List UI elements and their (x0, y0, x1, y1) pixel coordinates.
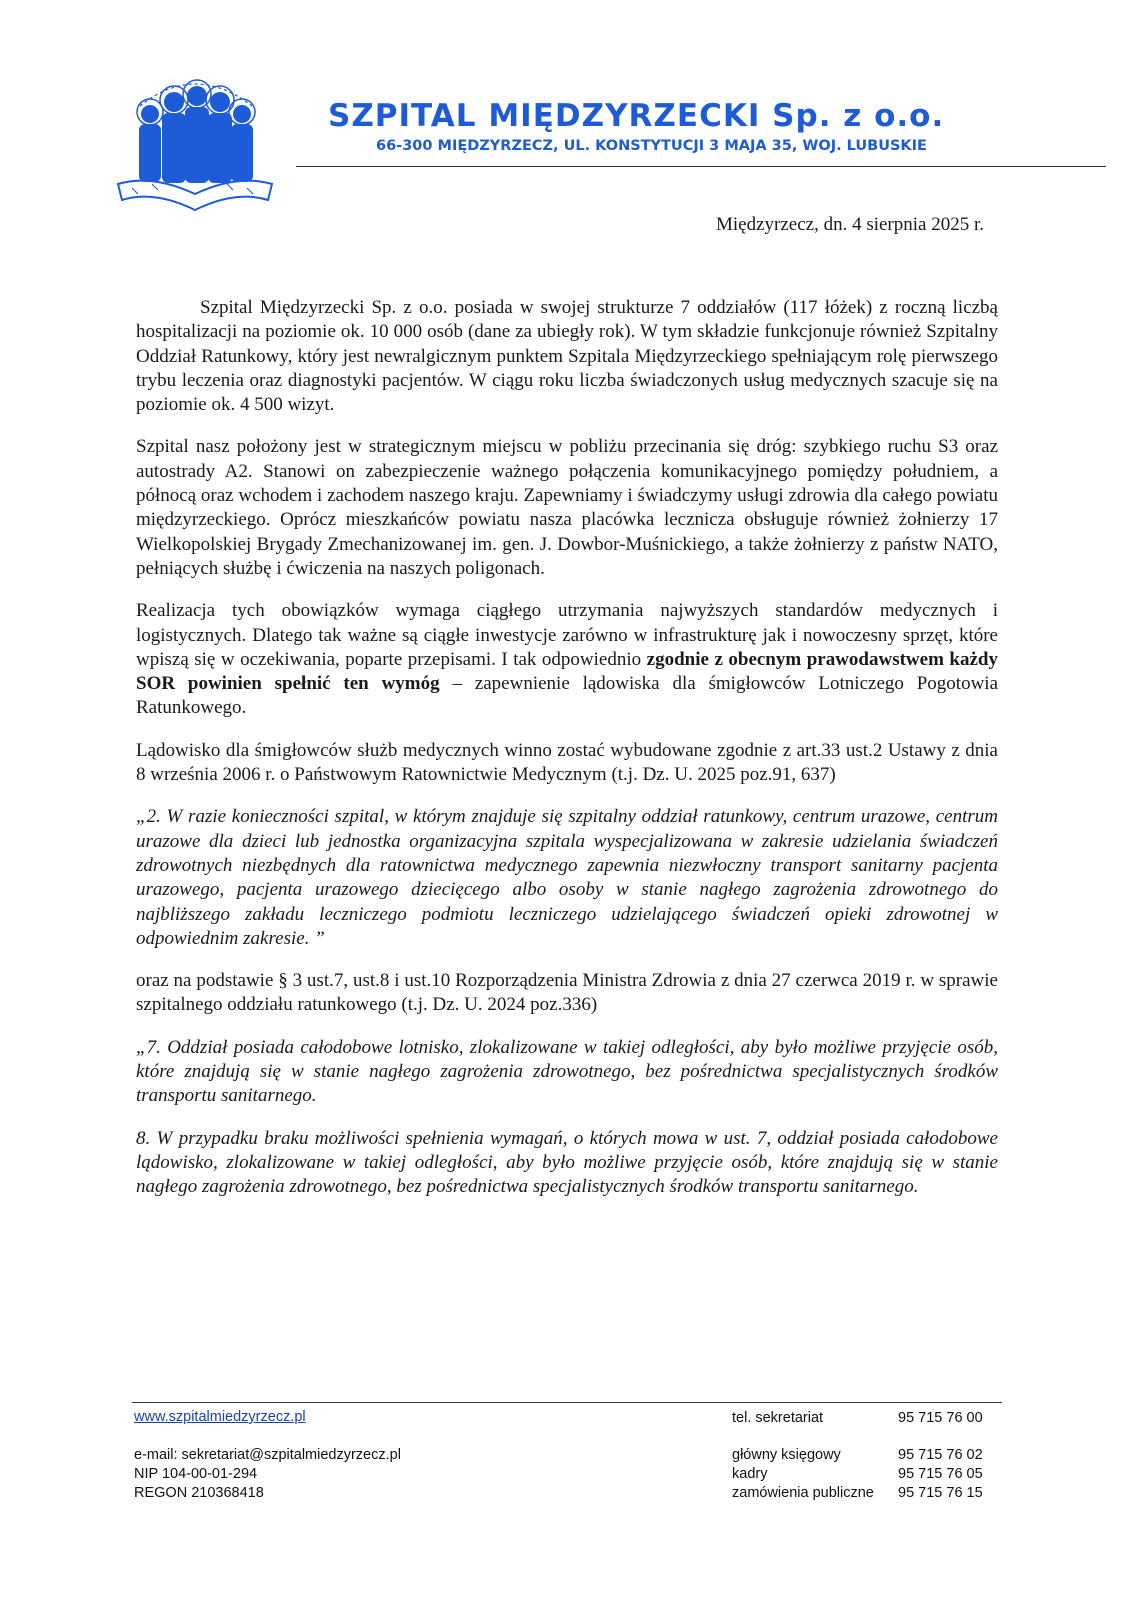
footer-divider (132, 1402, 1002, 1403)
letter-body (136, 296, 998, 1218)
contact-phone: 95 715 76 00 (898, 1410, 983, 1426)
contact-label: kadry (732, 1466, 768, 1482)
legal-quote: „7. Oddział posiada całodobowe lotnisko, zlokalizowane w takiej odległości, aby było możliwe przyjęcie osób, które znajdują się w stanie nagłego zagrożenia zdrowotnego, bez pośrednictwa specjalistycznych środków transportu sanitarnego. (136, 1036, 998, 1107)
footer-nip: NIP 104-00-01-294 (134, 1466, 258, 1482)
contact-row (732, 1465, 983, 1484)
legal-quote: „2. W razie konieczności szpital, w którym znajduje się szpitalny oddział ratunkowy, centrum urazowe, centrum urazowe dla dzieci lub jednostka organizacyjna szpitala wyspecjalizowana w zakresie udzielania świadczeń zdrowotnych niezbędnych dla ratownictwa medycznego zapewnia niezwłoczny transport sanitarny pacjenta urazowego, pacjenta urazowego dziecięcego albo osoby w stanie nagłego zagrożenia zdrowotnego do najbliższego zakładu leczniczego podmiotu leczniczego udzielającego świadczeń opieki zdrowotnej w odpowiednim zakresie. ” (136, 806, 998, 949)
legal-quote: 8. W przypadku braku możliwości spełnienia wymagań, o których mowa w ust. 7, oddział posiada całodobowe lądowisko, zlokalizowane w takiej odległości, aby było możliwe przyjęcie osób, które znajdują się w stanie nagłego zagrożenia zdrowotnego, bez pośrednictwa specjalistycznych środków transportu sanitarnego. (136, 1127, 998, 1198)
contact-phone: 95 715 76 05 (898, 1466, 983, 1482)
contact-label: główny księgowy (732, 1447, 841, 1463)
contact-row (732, 1484, 983, 1503)
contact-row (732, 1446, 983, 1465)
paragraph-text: – zapewnienie lądowiska dla śmigłowców Lotniczego Pogotowia Ratunkowego. (136, 673, 999, 719)
paragraph: Lądowisko dla śmigłowców służb medycznych winno zostać wybudowane zgodnie z art.33 ust.2 Ustawy z dnia 8 września 2006 r. o Państwowym Ratownictwie Medycznym (t.j. Dz. U. 2025 poz.91, 637) (136, 739, 998, 786)
website-link[interactable]: www.szpitalmiedzyrzecz.pl (134, 1409, 306, 1425)
footer-contacts (732, 1409, 983, 1503)
footer-identifiers (134, 1446, 401, 1503)
paragraph (136, 599, 998, 720)
contact-phone: 95 715 76 15 (898, 1485, 983, 1501)
paragraph: Szpital nasz położony jest w strategicznym miejscu w pobliżu przecinania się dróg: szybkiego ruchu S3 oraz autostrady A2. Stanowi on zabezpieczenie ważnego połączenia komunikacyjnego pomiędzy południem, a północą oraz wchodem i zachodem naszego kraju. Zapewniamy i świadczymy usługi zdrowia dla całego powiatu międzyrzeckiego. Oprócz mieszkańców powiatu nasza placówka lecznicza obsługuje również żołnierzy 17 Wielkopolskiej Brygady Zmechanizowanej im. gen. J. Dowbor-Muśnickiego, a także żołnierzy z państw NATO, pełniących służbę i ćwiczenia na naszych poligonach. (136, 436, 998, 579)
org-address: 66-300 MIĘDZYRZECZ, UL. KONSTYTUCJI 3 MAJA 35, WOJ. LUBUSKIE (376, 138, 927, 154)
paragraph: Szpital Międzyrzecki Sp. z o.o. posiada w swojej strukturze 7 oddziałów (117 łóżek) z roczną liczbą hospitalizacji na poziomie ok. 10 000 osób (dane za ubiegły rok). W tym składzie funkcjonuje również Szpitalny Oddział Ratunkowy, który jest newralgicznym punktem Szpitala Międzyrzeckiego spełniającym rolę pierwszego trybu leczenia oraz diagnostyki pacjentów. W ciągu roku liczba świadczonych usług medycznych szacuje się na poziomie ok. 4 500 wizyt. (136, 297, 998, 416)
date-line: Międzyrzecz, dn. 4 sierpnia 2025 r. (715, 214, 984, 235)
contact-row (732, 1409, 983, 1428)
hospital-saints-logo-icon (112, 66, 278, 216)
footer-regon: REGON 210368418 (134, 1485, 264, 1501)
org-name: SZPITAL MIĘDZYRZECKI Sp. z o.o. (328, 98, 945, 134)
footer-email: e-mail: sekretariat@szpitalmiedzyrzecz.pl (134, 1447, 401, 1463)
contact-phone: 95 715 76 02 (898, 1447, 983, 1463)
header-divider (296, 166, 1106, 167)
paragraph: oraz na podstawie § 3 ust.7, ust.8 i ust.10 Rozporządzenia Ministra Zdrowia z dnia 27 czerwca 2019 r. w sprawie szpitalnego oddziału ratunkowego (t.j. Dz. U. 2024 poz.336) (136, 970, 998, 1016)
emphasis-text: zgodnie z obecnym prawodawstwem każdy SOR powinien spełnić ten wymóg (136, 648, 998, 695)
contact-label: zamówienia publiczne (732, 1485, 874, 1501)
paragraph-text: Realizacja tych obowiązków wymaga ciągłego utrzymania najwyższych standardów medycznych i logistycznych. Dlatego tak ważne są ciągłe inwestycje zarówno w infrastrukturę jak i nowoczesny sprzęt, które wpiszą się w oczekiwania, poparte przepisami. I tak odpowiednio (136, 600, 998, 670)
contact-label: tel. sekretariat (732, 1410, 824, 1426)
